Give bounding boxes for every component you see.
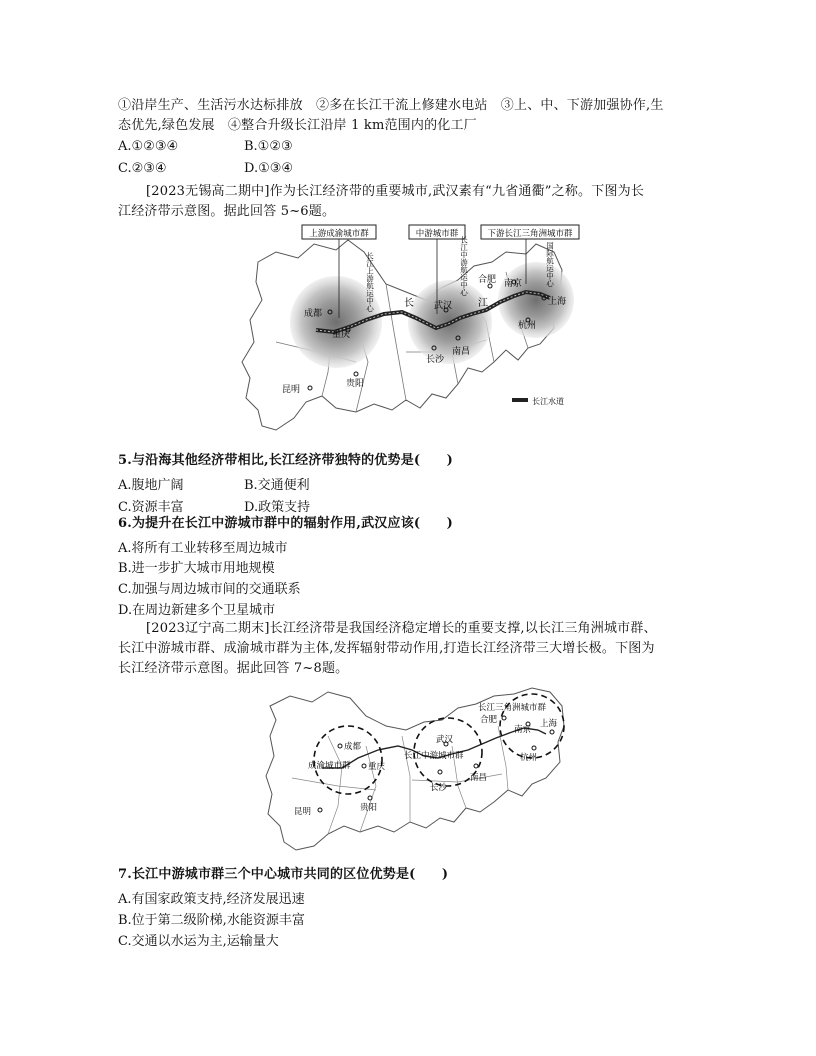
map2-label-chengyu: 成渝城市群 — [308, 761, 351, 771]
q4-stem-line1: ①沿岸生产、生活污水达标排放 ②多在长江干流上修建水电站 ③上、中、下游加强协作,生 — [118, 98, 664, 113]
q7-option-c: C.交通以水运为主,运输量大 — [118, 934, 279, 949]
map2-city-chengdu: 成都 — [344, 742, 362, 752]
map2-city-nanjing: 南京 — [514, 725, 532, 735]
q5-option-d: D.政策支持 — [244, 500, 311, 515]
city-changsha: 长沙 — [426, 355, 445, 365]
map2-city-nanchang: 南昌 — [470, 773, 488, 783]
city-chengdu: 成都 — [304, 309, 323, 319]
q6-option-a: A.将所有工业转移至周边城市 — [118, 541, 288, 556]
city-wuhan: 武汉 — [434, 301, 453, 311]
river-char-chang: 长 — [404, 298, 414, 309]
map2-city-hefei: 合肥 — [480, 715, 498, 725]
map2-label-delta: 长江三角洲城市群 — [478, 703, 547, 713]
q6-option-c: C.加强与周边城市间的交通联系 — [118, 582, 301, 597]
city-kunming: 昆明 — [282, 385, 301, 395]
yangtze-economic-belt-map-2 — [262, 686, 582, 854]
map2-city-kunming: 昆明 — [294, 807, 312, 817]
q4-option-a: A.①②③④ — [118, 139, 179, 154]
q4-option-b: B.①②③ — [244, 139, 293, 154]
q5-option-b: B.交通便利 — [244, 478, 310, 493]
city-guiyang: 贵阳 — [346, 379, 365, 389]
city-nanchang: 南昌 — [452, 347, 471, 357]
intro2-line2: 长江中游城市群、成渝城市群为主体,发挥辐射带动作用,打造长江经济带三大增长极。下图为 — [118, 641, 655, 656]
intro1-line1: [2023无锡高二期中]作为长江经济带的重要城市,武汉素有“九省通衢”之称。下图为长 — [146, 184, 645, 199]
q5-stem: 5.与沿海其他经济带相比,长江经济带独特的优势是( ) — [118, 453, 453, 468]
intl-shipping-center-label: 国际航运中心 — [545, 242, 555, 287]
q6-option-d: D.在周边新建多个卫星城市 — [118, 603, 276, 618]
river-char-jiang: 江 — [478, 298, 488, 309]
q6-option-b: B.进一步扩大城市用地规模 — [118, 561, 275, 576]
middle-shipping-center-label: 长江中游航运中心 — [459, 236, 469, 296]
upper-shipping-center-label: 长江上游航运中心 — [365, 252, 375, 312]
yangtze-economic-belt-map-1 — [236, 222, 616, 447]
box-lower-label: 下游长江三角洲城市群 — [487, 229, 573, 239]
map2-city-changsha: 长沙 — [430, 783, 448, 793]
box-upper-label: 上游成渝城市群 — [309, 229, 369, 239]
q7-stem: 7.长江中游城市群三个中心城市共同的区位优势是( ) — [118, 867, 449, 882]
city-nanjing: 南京 — [504, 279, 523, 289]
map2-city-hangzhou: 杭州 — [520, 753, 538, 763]
intro1-line2: 江经济带示意图。据此回答 5~6题。 — [118, 204, 336, 219]
city-hefei: 合肥 — [478, 275, 497, 285]
map2-city-wuhan: 武汉 — [436, 735, 454, 745]
q7-option-b: B.位于第二级阶梯,水能资源丰富 — [118, 913, 305, 928]
box-middle-label: 中游城市群 — [415, 229, 459, 239]
q7-option-a: A.有国家政策支持,经济发展迅速 — [118, 892, 305, 907]
map2-city-shanghai: 上海 — [540, 719, 558, 729]
intro2-line1: [2023辽宁高二期末]长江经济带是我国经济稳定增长的重要支撑,以长江三角洲城市群、 — [146, 621, 657, 636]
q4-option-c: C.②③④ — [118, 161, 167, 176]
city-hangzhou: 杭州 — [518, 321, 537, 331]
map2-city-chongqing: 重庆 — [368, 762, 386, 772]
city-shanghai: 上海 — [548, 297, 567, 307]
q6-stem: 6.为提升在长江中游城市群中的辐射作用,武汉应该( ) — [118, 516, 453, 531]
intro2-line3: 长江经济带示意图。据此回答 7~8题。 — [118, 661, 349, 676]
legend-label: 长江水道 — [532, 397, 564, 406]
city-chongqing: 重庆 — [332, 330, 351, 340]
q5-option-c: C.资源丰富 — [118, 500, 184, 515]
legend-swatch — [512, 398, 528, 402]
q4-option-d: D.①③④ — [244, 161, 294, 176]
q4-stem-line2: 态优先,绿色发展 ④整合升级长江沿岸 1 km范围内的化工厂 — [118, 118, 477, 133]
q5-option-a: A.腹地广阔 — [118, 478, 184, 493]
map2-label-middle: 长江中游城市群 — [404, 751, 464, 761]
map2-city-guiyang: 贵阳 — [360, 803, 378, 813]
